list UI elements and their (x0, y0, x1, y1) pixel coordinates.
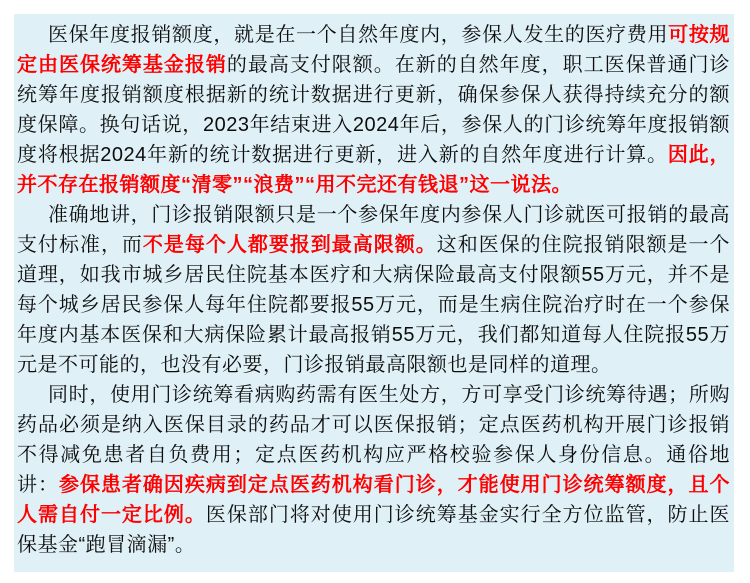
highlighted-text-segment: 参保患者确因疾病到定点医药机构看门诊，才能使用门诊统筹额度，且个人需自付一定比例。 (17, 474, 731, 526)
text-segment: 医保年度报销额度，就是在一个自然年度内，参保人发生的医疗费用 (48, 24, 669, 46)
article-body (17, 20, 730, 560)
text-segment: 医保部门将对使用门诊统筹基金实行全方位监管，防止医保基金“跑冒滴漏”。 (17, 504, 731, 556)
text-segment: 的最高支付限额。在新的自然年度，职工医保普通门诊统筹年度报销额度根据新的统计数据进行更新，确保参保人获得持续充分的额度保障。换句话说，2023年结束进入2024年后，参保人的门诊统筹年度报销额度将根据2024年新的统计数据进行更新，进入新的自然年度进行计算。 (17, 54, 731, 166)
paragraph (17, 200, 730, 380)
text-segment: 准确地讲，门诊报销限额只是一个参保年度内参保人门诊就医可报销的最高支付标准，而 (17, 204, 730, 256)
paragraph (17, 380, 730, 560)
highlighted-text-segment: 因此，并不存在报销额度“清零”“浪费”“用不完还有钱退”这一说法。 (17, 144, 730, 196)
text-segment: 这和医保的住院报销限额是一个道理，如我市城乡居民住院基本医疗和大病保险最高支付限额55万元，并不是每个城乡居民参保人每年住院都要报55万元，而是生病住院治疗时在一个参保年度内基本医保和大病保险累计最高报销55万元，我们都知道每人住院报55万元是不可能的，也没有必要，门诊报销最高限额也是同样的道理。 (17, 234, 731, 376)
highlighted-text-segment: 可按规定由医保统筹基金报销 (17, 24, 730, 76)
article-panel (14, 14, 734, 572)
text-segment: 同时，使用门诊统筹看病购药需有医生处方，方可享受门诊统筹待遇；所购药品必须是纳入医保目录的药品才可以医保报销；定点医药机构开展门诊报销不得减免患者自负费用；定点医药机构应严格校验参保人身份信息。通俗地讲： (17, 384, 730, 496)
highlighted-text-segment: 不是每个人都要报到最高限额。 (142, 234, 437, 256)
paragraph (17, 20, 730, 200)
